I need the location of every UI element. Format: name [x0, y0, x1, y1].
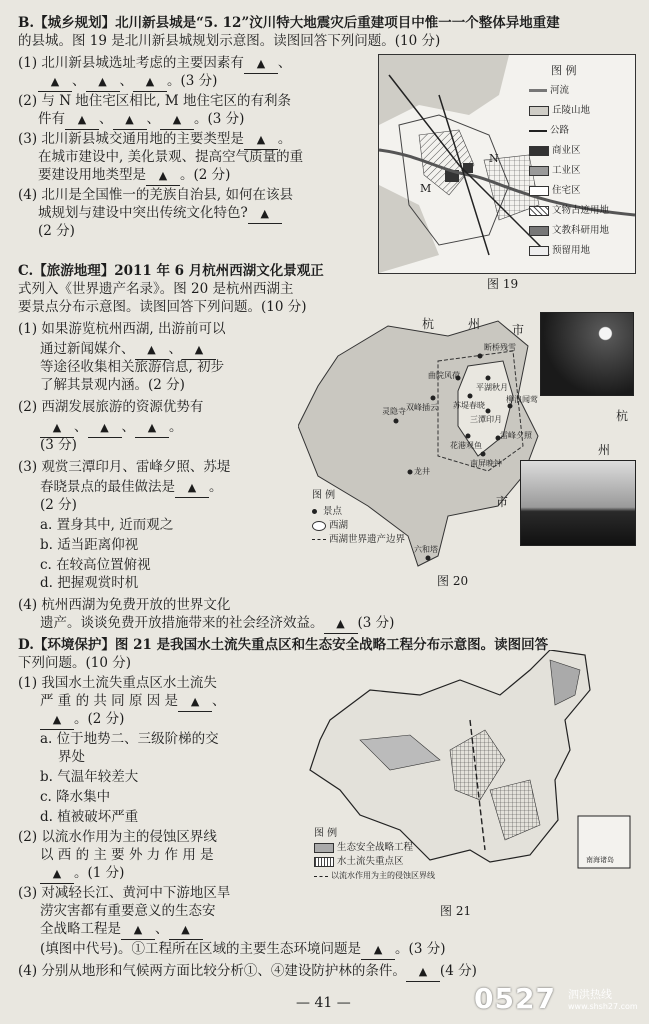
spot-marker: [481, 452, 486, 457]
legend-boundary: 以流水作用为主的侵蚀区界线: [314, 870, 435, 882]
watermark-number: 0527: [474, 982, 556, 1015]
spot-marker: [431, 396, 436, 401]
q-d3-line2: 涝灾害都有重要意义的生态安: [40, 903, 216, 919]
answer-blank[interactable]: ▲: [160, 110, 194, 130]
answer-blank[interactable]: ▲: [248, 204, 282, 224]
spot-label: 平湖秋月: [476, 383, 508, 392]
legend-industrial: 工业区: [529, 165, 581, 177]
answer-blank[interactable]: ▲: [135, 418, 169, 438]
q-d4: (4) 分别从地形和气候两方面比较分析①、④建设防护林的条件。 ▲ (4 分): [18, 962, 477, 982]
legend-river: 河流: [529, 85, 569, 97]
q-d1: (1) 我国水土流失重点区水土流失: [18, 675, 217, 691]
beichuan-plan-map: [379, 55, 635, 273]
q-b3-line2: 在城市建设中, 美化景观、提高空气质量的重: [38, 149, 304, 165]
q-c2-score: (3 分): [40, 437, 77, 453]
spot-label: 花港观鱼: [450, 441, 482, 450]
map-label-hang-right: 杭: [616, 409, 629, 423]
q-b2-cont: 件有 ▲ 、 ▲ 、 ▲ 。(3 分): [38, 110, 244, 130]
label-n: N: [489, 152, 499, 165]
answer-blank[interactable]: ▲: [178, 692, 212, 712]
legend-commercial: 商业区: [529, 145, 581, 157]
spot-marker: [486, 376, 491, 381]
legend-boundary: 西湖世界遗产边界: [312, 534, 405, 546]
section-c-intro-2: 式列入《世界遗产名录》。图 20 是杭州西湖主: [18, 281, 294, 297]
map-label-zhou-right: 州: [598, 443, 611, 457]
answer-blank[interactable]: ▲: [175, 478, 209, 498]
q-d3-line4: (填图中代号)。①工程所在区域的主要生态环境问题是 ▲ 。(3 分): [40, 940, 445, 960]
page-number: — 41 —: [296, 995, 351, 1011]
section-c-intro-3: 要景点分布示意图。读图回答下列问题。(10 分): [18, 299, 307, 315]
figure-21-caption: 图 21: [440, 904, 472, 918]
legend-title: 图 例: [551, 64, 577, 77]
spot-marker: [468, 394, 473, 399]
figure-21-map: [300, 650, 640, 880]
q-b2: (2) 与 N 地住宅区相比, M 地住宅区的有利条: [18, 93, 292, 109]
china-outline: [310, 650, 590, 862]
q-b4-score: (2 分): [38, 223, 75, 239]
label-m: M: [420, 182, 432, 195]
option-d-a: a. 位于地势二、三级阶梯的交: [40, 731, 219, 747]
spot-marker: [426, 556, 431, 561]
q-c3-line2: 春晓景点的最佳做法是 ▲ 。: [40, 478, 223, 498]
q-c2-line2: ▲ 、 ▲ 、 ▲ 。: [40, 418, 183, 438]
spot-label: 灵隐寺: [382, 407, 406, 416]
q-b1-cont: ▲ 、 ▲ 、 ▲ 。(3 分): [38, 72, 217, 92]
spot-label: 苏堤春晓: [453, 401, 485, 410]
answer-blank[interactable]: ▲: [244, 54, 278, 74]
spot-marker: [408, 470, 413, 475]
option-c-b: b. 适当距离仰视: [40, 537, 139, 553]
option-c-d: d. 把握观赏时机: [40, 575, 139, 591]
q-d3-line3: 全战略工程是 ▲ 、 ▲: [40, 920, 203, 940]
spot-label: 双峰插云: [406, 403, 438, 412]
spot-marker: [478, 354, 483, 359]
q-c4: (4) 杭州西湖为免费开放的世界文化: [18, 597, 231, 613]
legend-erosion: 水土流失重点区: [314, 856, 404, 868]
answer-blank[interactable]: ▲: [40, 864, 74, 884]
q-c3: (3) 观赏三潭印月、雷峰夕照、苏堤: [18, 459, 231, 475]
section-d-heading: D.【环境保护】图 21 是我国水土流失重点区和生态安全战略工程分布示意图。读图回答: [18, 637, 549, 653]
section-b-intro: 的县城。图 19 是北川新县城规划示意图。读图回答下列问题。(10 分): [18, 33, 441, 49]
answer-blank[interactable]: ▲: [406, 962, 440, 982]
option-d-a-cont: 界处: [58, 749, 85, 765]
spot-label: 曲院风荷: [428, 371, 460, 380]
spot-label: 六和塔: [414, 545, 438, 554]
legend-title: 图 例: [312, 490, 336, 501]
option-c-a: a. 置身其中, 近而观之: [40, 517, 174, 533]
q-d3: (3) 对减轻长江、黄河中下游地区旱: [18, 885, 231, 901]
watermark-name: 泗洪热线: [568, 988, 612, 1001]
spot-marker: [466, 434, 471, 439]
map-label-shi: 市: [512, 323, 525, 337]
answer-blank[interactable]: ▲: [40, 418, 74, 438]
figure-20-caption: 图 20: [437, 574, 469, 588]
spot-marker: [486, 409, 491, 414]
answer-blank[interactable]: ▲: [40, 710, 74, 730]
option-c-c: c. 在较高位置俯视: [40, 557, 151, 573]
section-b-heading: B.【城乡规划】北川新县城是“5. 12”汶川特大地震灾后重建项目中惟一一个整体异地重建: [18, 15, 560, 31]
figure-19-map: [378, 54, 636, 274]
figure-19-caption: 图 19: [487, 277, 519, 291]
option-d-c: c. 降水集中: [40, 789, 111, 805]
answer-blank[interactable]: ▲: [38, 72, 72, 92]
map-label-hang: 杭: [422, 317, 435, 331]
spot-label: 断桥残雪: [484, 343, 516, 352]
spot-marker: [394, 419, 399, 424]
map-label-zhou: 州: [468, 317, 481, 331]
q-c1-line2: 通过新闻媒介、 ▲ 、 ▲: [40, 340, 216, 360]
q-d2-line3: ▲ 。(1 分): [40, 864, 124, 884]
watermark-url: www.shsh27.com: [568, 1002, 638, 1011]
legend-title: 图 例: [314, 828, 338, 839]
answer-blank[interactable]: ▲: [133, 72, 167, 92]
q-d2-line2: 以 西 的 主 要 外 力 作 用 是: [40, 847, 214, 863]
q-d1-line2: 严 重 的 共 同 原 因 是 ▲ 、: [40, 692, 226, 712]
watermark-logo: [470, 980, 640, 1020]
q-b4-line2: 城规划与建设中突出传统文化特色? ▲: [38, 204, 282, 224]
answer-blank[interactable]: ▲: [135, 340, 169, 360]
q-c1-line3: 等途径收集相关旅游信息, 初步: [40, 359, 225, 375]
map-label-shi-bottom: 市: [496, 495, 509, 509]
answer-blank[interactable]: ▲: [88, 418, 122, 438]
q-c2: (2) 西湖发展旅游的资源优势有: [18, 399, 204, 415]
photo-three-pools: [540, 312, 634, 396]
q-c1: (1) 如果游览杭州西湖, 出游前可以: [18, 321, 226, 337]
legend-project: 生态安全战略工程: [314, 842, 413, 854]
answer-blank[interactable]: ▲: [361, 940, 395, 960]
legend-hill: 丘陵山地: [529, 105, 590, 117]
legend-road: 公路: [529, 125, 569, 137]
legend-education: 文教科研用地: [529, 225, 609, 237]
q-d2: (2) 以流水作用为主的侵蚀区界线: [18, 829, 217, 845]
answer-blank[interactable]: ▲: [324, 614, 358, 634]
answer-blank[interactable]: ▲: [121, 920, 155, 940]
inset-label: 南海诸岛: [586, 856, 614, 864]
q-c1-line4: 了解其景观内涵。(2 分): [40, 377, 185, 393]
answer-blank[interactable]: ▲: [182, 340, 216, 360]
q-b3-line3: 要建设用地类型是 ▲ 。(2 分): [38, 166, 230, 186]
spot-label: 柳浪闻莺: [506, 395, 538, 404]
section-c-heading: C.【旅游地理】2011 年 6 月杭州西湖文化景观正: [18, 263, 324, 279]
answer-blank[interactable]: ▲: [169, 920, 203, 940]
answer-blank[interactable]: ▲: [113, 110, 147, 130]
q-c3-score: (2 分): [40, 497, 77, 513]
legend-heritage: 文物古迹用地: [529, 205, 609, 217]
q-b1: (1) 北川新县城选址考虑的主要因素有 ▲ 、: [18, 54, 291, 74]
section-d-intro: 下列问题。(10 分): [18, 655, 132, 671]
spot-label: 雷峰夕照: [500, 431, 532, 440]
q-d1-line3: ▲ 。(2 分): [40, 710, 124, 730]
q-c4-line2: 遗产。谈谈免费开放措施带来的社会经济效益。 ▲ (3 分): [40, 614, 394, 634]
spot-label: 龙井: [414, 467, 430, 476]
legend-residential: 住宅区: [529, 185, 581, 197]
q-b4: (4) 北川是全国惟一的羌族自治县, 如何在该县: [18, 187, 293, 203]
answer-blank[interactable]: ▲: [244, 130, 278, 150]
spot-label: 南屏晚钟: [470, 459, 502, 468]
photo-leifeng-pagoda: [520, 460, 636, 546]
legend-lake: 西湖: [312, 520, 348, 532]
option-d-b: b. 气温年较差大: [40, 769, 139, 785]
option-d-d: d. 植被破坏严重: [40, 809, 139, 825]
spot-label: 三潭印月: [470, 415, 502, 424]
legend-reserved: 预留用地: [529, 245, 590, 257]
q-b3: (3) 北川新县城交通用地的主要类型是 ▲ 。: [18, 130, 291, 150]
answer-blank[interactable]: ▲: [146, 166, 180, 186]
answer-blank[interactable]: ▲: [65, 110, 99, 130]
legend-spot: 景点: [312, 506, 342, 518]
answer-blank[interactable]: ▲: [86, 72, 120, 92]
